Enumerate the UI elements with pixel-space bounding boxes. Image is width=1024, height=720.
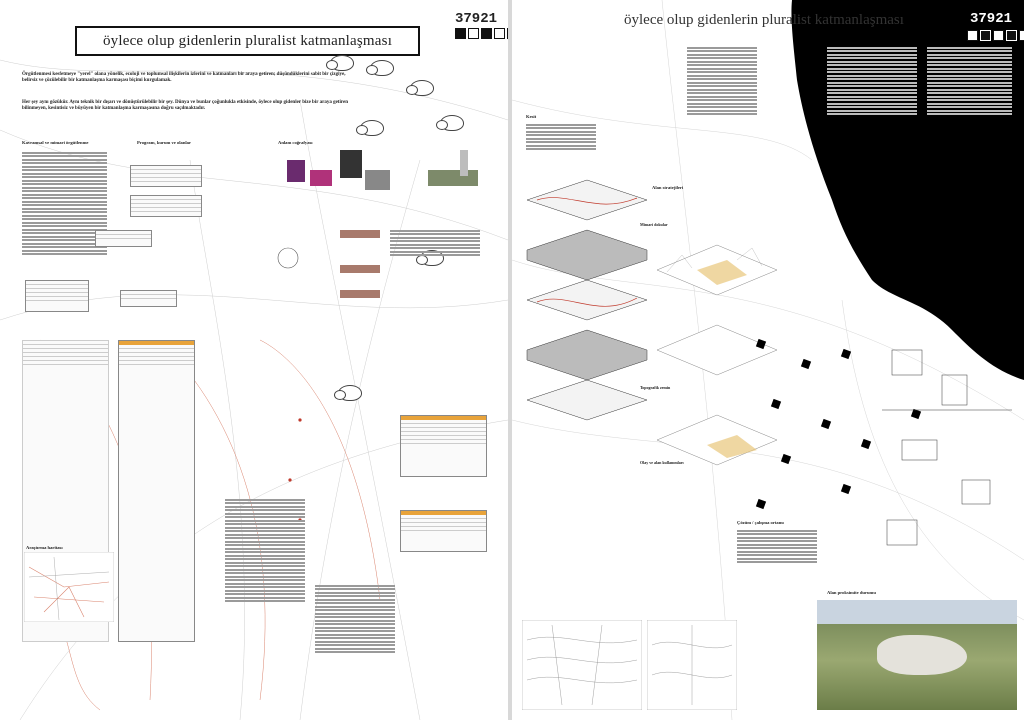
photo-thumbnail — [365, 170, 390, 190]
strategy-diagrams — [637, 200, 837, 500]
program-table — [130, 195, 202, 217]
text-column-right — [315, 583, 395, 655]
cloud-icon — [360, 120, 384, 136]
section-heading-cozum: Çözüm / çalışma ortamı — [737, 520, 784, 525]
entry-number-right: 37921 — [970, 11, 1013, 27]
diagram-label-1: Mimari dokular — [640, 222, 668, 227]
photo-thumbnail — [340, 150, 362, 178]
board-title: öylece olup gidenlerin pluralist katmanlaşması — [75, 26, 420, 56]
site-plan-drawing — [647, 620, 737, 710]
text-column-b — [827, 45, 917, 117]
tower-photo — [460, 150, 468, 176]
text-column-middle — [225, 497, 305, 604]
text-cozum — [737, 528, 817, 565]
photo-strip — [340, 265, 380, 273]
data-table — [400, 510, 487, 552]
cloud-icon — [410, 80, 434, 96]
section-heading-program: Program, kurum ve olanlar — [137, 140, 192, 145]
data-table — [400, 415, 487, 477]
photo-strip — [340, 290, 380, 298]
landscape-photo — [428, 170, 478, 186]
right-board — [512, 0, 1024, 720]
text-column-a — [687, 45, 757, 117]
program-table — [130, 165, 202, 187]
program-tree-table — [118, 340, 195, 642]
board-title-right: öylece olup gidenlerin pluralist katmanlaşması — [624, 12, 904, 28]
entry-code-boxes — [455, 28, 508, 39]
cloud-icon — [440, 115, 464, 131]
text-column-c — [927, 45, 1012, 117]
program-table — [95, 230, 152, 247]
cloud-icon — [370, 60, 394, 76]
info-table — [25, 280, 89, 312]
cloud-icon — [330, 55, 354, 71]
diagram-label-3: Olay ve alan kullanımları — [640, 460, 684, 465]
section-heading-kesit: Kesit — [526, 114, 537, 119]
intro-paragraph-2: Her şey aynı gözükür. Aynı teknik bir dışarı ve dönüştürülebilir bir şey. Dünya ve bunlar çoğunlukla etkisinde, öylece olup gidenler bize bir araya getiren bilinmeyen, kesintisiz ve büyüyen bir katmanlaşma karmaşasına doğru saçılmaktadır. — [22, 100, 348, 111]
text-block-anlam — [390, 228, 480, 258]
site-plan-drawing — [522, 620, 642, 710]
photo-thumbnail — [287, 160, 305, 182]
section-heading-alan-stratejileri: Alan stratejileri — [652, 185, 684, 190]
left-board — [0, 0, 508, 720]
photo-thumbnail — [310, 170, 332, 186]
section-heading-alan-fotografi: Alan proksimite durumu — [827, 590, 876, 595]
entry-number: 37921 — [455, 11, 498, 27]
entry-code-boxes-right — [967, 30, 1024, 41]
section-heading-anlam: Anlam coğrafyası — [278, 140, 313, 145]
photo-strip — [340, 230, 380, 238]
cloud-icon — [338, 385, 362, 401]
ink-sketches — [872, 330, 1022, 590]
intro-paragraph-1: Örgütlenmesi kesfetmeye "yerel" olana yönelik, ecoloji ve toplumsal ilişkilerin izlerini ve katmanları bir araya getiren; düşündüklerini sabit bir çizgiye, belirsiz ve çözülebilir bir katmanlaşma karmaşası biçimi kurgulamak. — [22, 72, 346, 83]
text-kesit — [526, 122, 596, 152]
program-table — [120, 290, 177, 307]
diagram-label-2: Topografik zemin — [640, 385, 671, 390]
research-map — [24, 552, 114, 622]
section-heading-arastirma: Araştırma haritası — [26, 545, 63, 550]
site-aerial-photo — [817, 600, 1017, 710]
section-heading-kavramsal: Kavramsal ve mimari örgütlenme — [22, 140, 89, 145]
